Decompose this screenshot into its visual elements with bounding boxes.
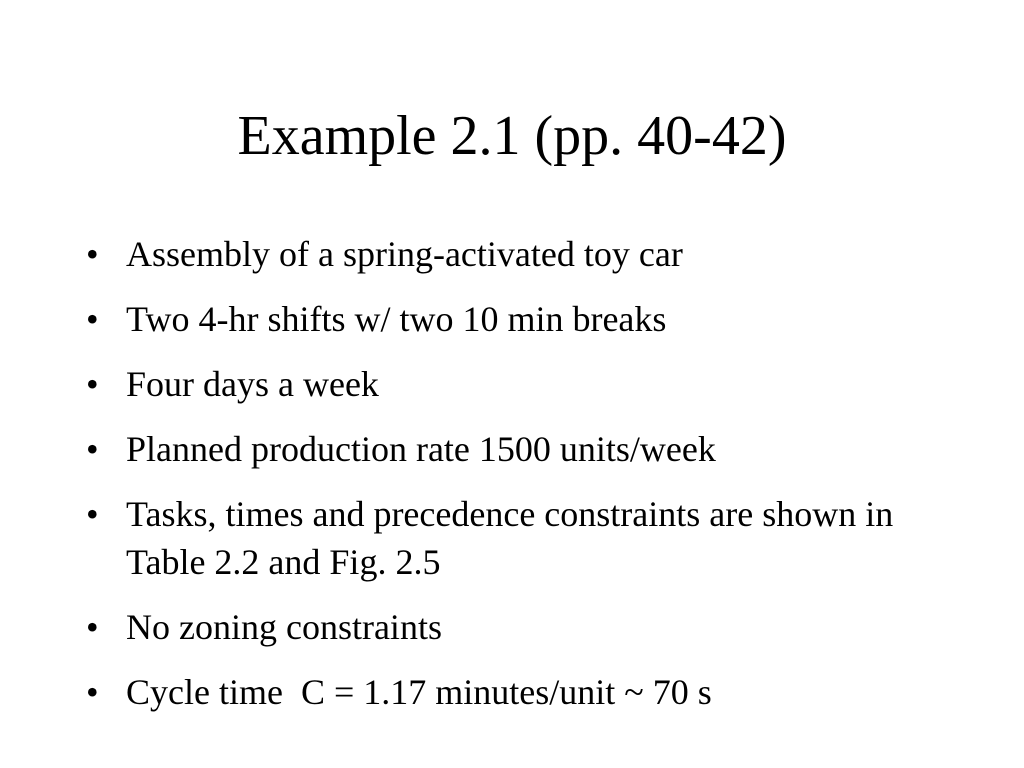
bullet-text: Assembly of a spring-activated toy car: [126, 234, 683, 274]
bullet-item: [86, 668, 966, 716]
bullet-text: Planned production rate 1500 units/week: [126, 429, 716, 469]
bullet-item: [86, 425, 966, 473]
bullet-icon: •: [86, 299, 99, 339]
bullet-icon: •: [86, 364, 99, 404]
bullet-item: [86, 360, 966, 408]
bullet-text: Cycle time C = 1.17 minutes/unit ~ 70 s: [126, 672, 712, 712]
bullet-item: [86, 230, 966, 278]
bullet-item: [86, 490, 966, 586]
bullet-text: Four days a week: [126, 364, 379, 404]
bullet-icon: •: [86, 234, 99, 274]
bullet-item: [86, 603, 966, 651]
bullet-text: Tasks, times and precedence constraints are shown in Table 2.2 and Fig. 2.5: [126, 494, 894, 582]
bullet-text: Two 4-hr shifts w/ two 10 min breaks: [126, 299, 667, 339]
bullet-icon: •: [86, 494, 99, 534]
bullet-list: [86, 230, 966, 733]
bullet-icon: •: [86, 672, 99, 712]
bullet-icon: •: [86, 607, 99, 647]
bullet-text: No zoning constraints: [126, 607, 442, 647]
bullet-icon: •: [86, 429, 99, 469]
slide-title: Example 2.1 (pp. 40-42): [237, 105, 787, 167]
bullet-item: [86, 295, 966, 343]
